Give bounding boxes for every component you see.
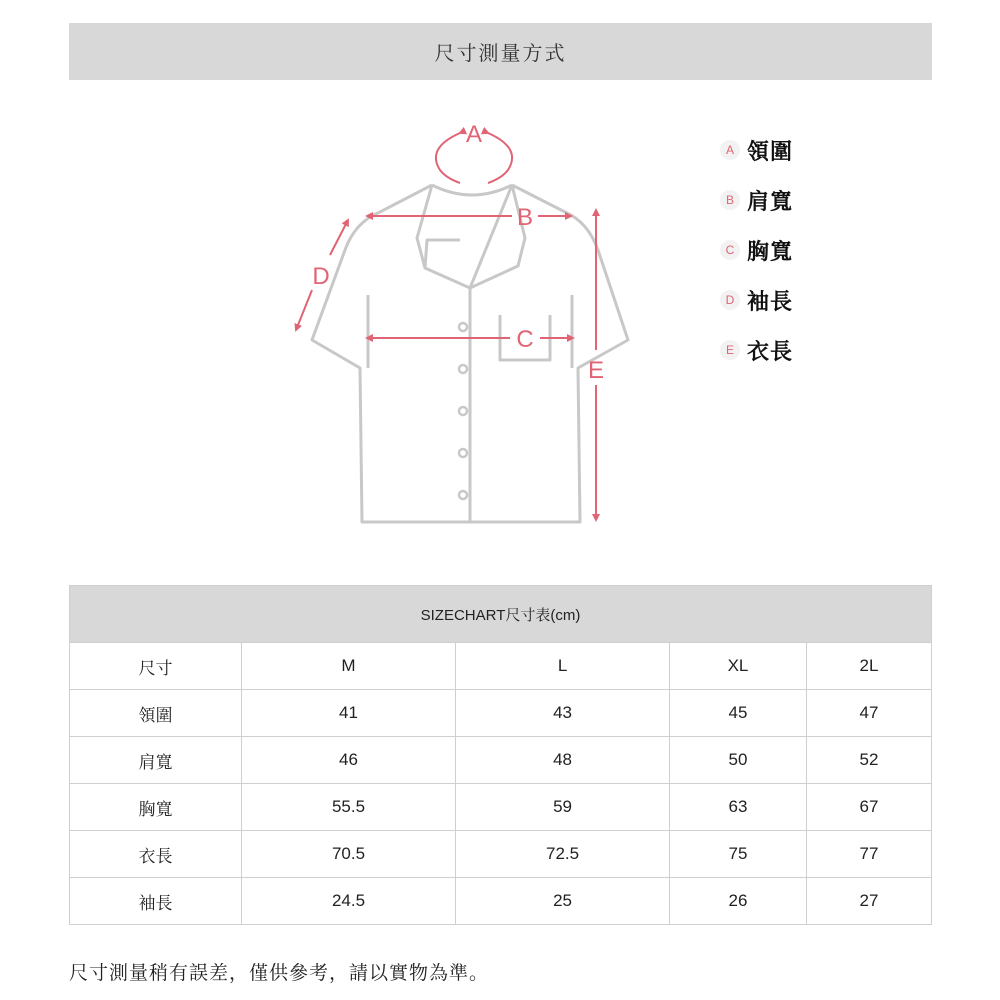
legend-label: 袖長 bbox=[747, 289, 794, 315]
marker-d: D bbox=[312, 263, 330, 290]
legend-label: 衣長 bbox=[747, 339, 794, 365]
shirt-measurement-diagram bbox=[0, 80, 1000, 560]
size-chart-table bbox=[69, 585, 932, 925]
legend-label: 胸寬 bbox=[747, 239, 794, 265]
table-row bbox=[70, 737, 932, 784]
disclaimer-note: 尺寸測量稍有誤差，僅供參考，請以實物為準。 bbox=[69, 962, 490, 984]
table-cell: 63 bbox=[670, 784, 807, 831]
table-cell: 67 bbox=[806, 784, 931, 831]
column-header: XL bbox=[670, 643, 807, 690]
table-row bbox=[70, 831, 932, 878]
table-cell: 75 bbox=[670, 831, 807, 878]
table-cell: 26 bbox=[670, 878, 807, 925]
legend-badge: E bbox=[720, 340, 740, 360]
table-cell: 59 bbox=[456, 784, 670, 831]
table-cell: 24.5 bbox=[242, 878, 456, 925]
table-cell: 41 bbox=[242, 690, 456, 737]
legend-item-length bbox=[720, 325, 793, 375]
neck-arrow-right bbox=[488, 133, 512, 183]
table-cell: 50 bbox=[670, 737, 807, 784]
table-header-row bbox=[70, 643, 932, 690]
table-cell: 45 bbox=[670, 690, 807, 737]
table-cell: 27 bbox=[806, 878, 931, 925]
table-title-row bbox=[70, 586, 932, 643]
marker-b: B bbox=[516, 204, 534, 231]
table-cell: 43 bbox=[456, 690, 670, 737]
row-label: 肩寬 bbox=[70, 737, 242, 784]
legend-badge: A bbox=[720, 140, 740, 160]
button-icon bbox=[459, 491, 467, 499]
row-label: 袖長 bbox=[70, 878, 242, 925]
button-icon bbox=[459, 449, 467, 457]
legend-label: 肩寬 bbox=[747, 189, 794, 215]
table-row bbox=[70, 690, 932, 737]
table-cell: 46 bbox=[242, 737, 456, 784]
legend-item-chest bbox=[720, 225, 793, 275]
legend-item-sleeve bbox=[720, 275, 793, 325]
legend-item-shoulder bbox=[720, 175, 793, 225]
legend-badge: D bbox=[720, 290, 740, 310]
legend-item-neck bbox=[720, 125, 793, 175]
row-label: 胸寬 bbox=[70, 784, 242, 831]
table-cell: 47 bbox=[806, 690, 931, 737]
legend-badge: C bbox=[720, 240, 740, 260]
table-cell: 72.5 bbox=[456, 831, 670, 878]
table-row bbox=[70, 784, 932, 831]
table-title: SIZECHART尺寸表(cm) bbox=[70, 586, 932, 643]
column-header: L bbox=[456, 643, 670, 690]
marker-a: A bbox=[465, 121, 483, 148]
marker-e: E bbox=[587, 357, 605, 384]
table-cell: 77 bbox=[806, 831, 931, 878]
table-cell: 25 bbox=[456, 878, 670, 925]
table-cell: 70.5 bbox=[242, 831, 456, 878]
marker-c: C bbox=[516, 326, 534, 353]
button-icon bbox=[459, 323, 467, 331]
page-title: 尺寸測量方式 bbox=[69, 23, 932, 80]
table-cell: 52 bbox=[806, 737, 931, 784]
column-header: 2L bbox=[806, 643, 931, 690]
table-cell: 55.5 bbox=[242, 784, 456, 831]
column-header: M bbox=[242, 643, 456, 690]
table-cell: 48 bbox=[456, 737, 670, 784]
row-label: 領圍 bbox=[70, 690, 242, 737]
neck-arrow-left bbox=[436, 133, 460, 183]
row-label: 衣長 bbox=[70, 831, 242, 878]
column-header: 尺寸 bbox=[70, 643, 242, 690]
legend-label: 領圍 bbox=[747, 139, 794, 165]
shirt-outline bbox=[312, 185, 628, 522]
sleeve-arrow-down bbox=[296, 290, 312, 330]
table-row bbox=[70, 878, 932, 925]
legend-badge: B bbox=[720, 190, 740, 210]
shirt-buttons bbox=[459, 323, 467, 499]
button-icon bbox=[459, 407, 467, 415]
button-icon bbox=[459, 365, 467, 373]
measurement-legend bbox=[720, 125, 793, 375]
